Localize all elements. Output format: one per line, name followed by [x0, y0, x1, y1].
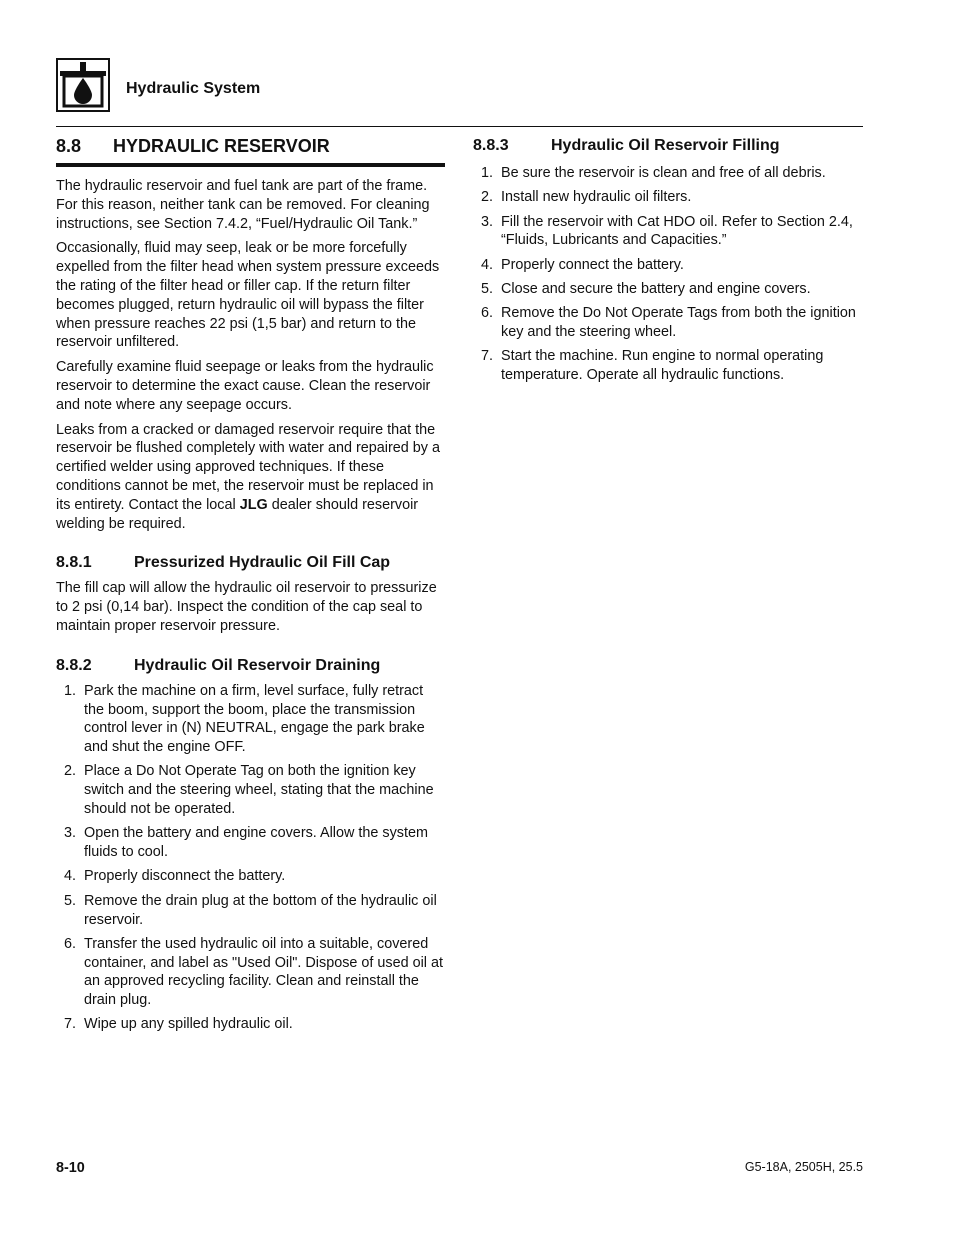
list-item [473, 304, 863, 342]
step-text: Remove the Do Not Operate Tags from both the ignition key and the steering wheel. [501, 305, 856, 341]
step-text: Properly disconnect the battery. [84, 868, 286, 885]
paragraph-2: Occasionally, fluid may seep, leak or be more forcefully expelled from the filter head when system pressure exceeds the rating of the filter head or filler cap. If the return filter becomes plugged, return hydraulic oil will bypass the filter when pressure reaches 22 psi (1,5 bar) and return to the reservoir unfiltered. [56, 240, 440, 351]
subsection-title: Hydraulic Oil Reservoir Draining [134, 656, 381, 674]
subsection-number: 8.8.3 [473, 137, 509, 154]
paragraph-4 [56, 421, 445, 534]
step-number: 3. [64, 825, 77, 842]
step-number: 7. [481, 348, 494, 365]
step-text: Be sure the reservoir is clean and free of all debris. [501, 165, 826, 181]
step-text: Fill the reservoir with Cat HDO oil. Refer to Section 2.4, “Fluids, Lubricants and Capacities.” [501, 213, 853, 249]
paragraph-4-text-a: Leaks from a cracked or damaged reservoir require that the reservoir be flushed completely with water and repaired by a certified welder using approved techniques. If these conditions cannot be met, the reservoir must be replaced in its entirety. Contact the local [56, 421, 440, 513]
step-text: Remove the drain plug at the bottom of the hydraulic oil reservoir. [84, 892, 437, 928]
hydraulic-oil-icon [56, 58, 110, 112]
brand-name: JLG [239, 496, 268, 513]
step-text: Wipe up any spilled hydraulic oil. [84, 1016, 293, 1033]
subsection-title: Pressurized Hydraulic Oil Fill Cap [134, 554, 391, 572]
step-text: Install new hydraulic oil filters. [501, 189, 692, 206]
step-number: 1. [64, 682, 77, 699]
step-number: 6. [481, 305, 494, 322]
filling-steps [473, 164, 863, 385]
step-number: 5. [481, 280, 494, 297]
step-text: Properly connect the battery. [501, 256, 684, 273]
section-heading [56, 136, 445, 167]
left-column [56, 136, 445, 1040]
subsection-number: 8.8.2 [56, 656, 92, 674]
paragraph-4-text-b: dealer should reservoir welding be required. [56, 496, 419, 532]
paragraph-3: Carefully examine fluid seepage or leaks from the hydraulic reservoir to determine the exact cause. Clean the reservoir and note where any seepage occurs. [56, 359, 434, 413]
list-item [56, 682, 445, 757]
step-number: 1. [481, 165, 494, 181]
list-item [473, 280, 863, 299]
step-text: Close and secure the battery and engine covers. [501, 280, 811, 297]
header-title: Hydraulic System [126, 80, 261, 97]
subsection-title: Hydraulic Oil Reservoir Filling [551, 137, 780, 154]
list-item [473, 256, 863, 275]
step-number: 3. [481, 213, 494, 230]
step-number: 5. [64, 892, 77, 909]
list-item [56, 1015, 445, 1034]
step-text: Park the machine on a firm, level surface, fully retract the boom, support the boom, place the transmission control lever in (N) NEUTRAL, engage the park brake and shut the engine OFF. [84, 682, 425, 756]
step-number: 4. [481, 256, 494, 273]
step-text: Place a Do Not Operate Tag on both the ignition key switch and the steering wheel, stating that the machine should not be operated. [84, 763, 434, 818]
header-divider [56, 126, 863, 127]
page-number: 8-10 [56, 1160, 85, 1176]
list-item [473, 213, 863, 251]
subsection-heading-8-8-3 [473, 136, 863, 156]
step-text: Transfer the used hydraulic oil into a suitable, covered container, and label as "Used Oil". Dispose of used oil at an approved recycling facility. Clean and reinstall the drain plug. [84, 935, 443, 1009]
step-number: 6. [64, 935, 77, 952]
list-item [56, 867, 445, 886]
page-header [56, 56, 260, 114]
subsection-heading-8-8-2 [56, 656, 445, 676]
right-column [473, 136, 863, 390]
list-item [56, 935, 445, 1010]
step-number: 2. [481, 189, 494, 206]
section-title: HYDRAULIC RESERVOIR [113, 136, 330, 156]
subsection-number: 8.8.1 [56, 554, 92, 572]
list-item [56, 762, 445, 818]
step-number: 4. [64, 868, 77, 885]
list-item [56, 824, 445, 862]
step-text: Open the battery and engine covers. Allow the system fluids to cool. [84, 825, 428, 861]
list-item [56, 892, 445, 930]
step-number: 7. [64, 1016, 77, 1033]
list-item [473, 188, 863, 207]
step-text: Start the machine. Run engine to normal operating temperature. Operate all hydraulic functions. [501, 348, 824, 384]
fill-cap-paragraph: The fill cap will allow the hydraulic oil reservoir to pressurize to 2 psi (0,14 bar). Inspect the condition of the cap seal to maintain proper reservoir pressure. [56, 580, 437, 634]
subsection-heading-8-8-1 [56, 553, 445, 573]
list-item [473, 164, 863, 183]
section-number: 8.8 [56, 136, 82, 156]
document-code: G5-18A, 2505H, 25.5 [744, 1160, 863, 1174]
list-item [473, 347, 863, 385]
draining-steps [56, 682, 445, 1035]
paragraph-1: The hydraulic reservoir and fuel tank are part of the frame. For this reason, neither tank can be removed. For cleaning instructions, see Section 7.4.2, “Fuel/Hydraulic Oil Tank.” [56, 178, 430, 232]
step-number: 2. [64, 763, 77, 780]
